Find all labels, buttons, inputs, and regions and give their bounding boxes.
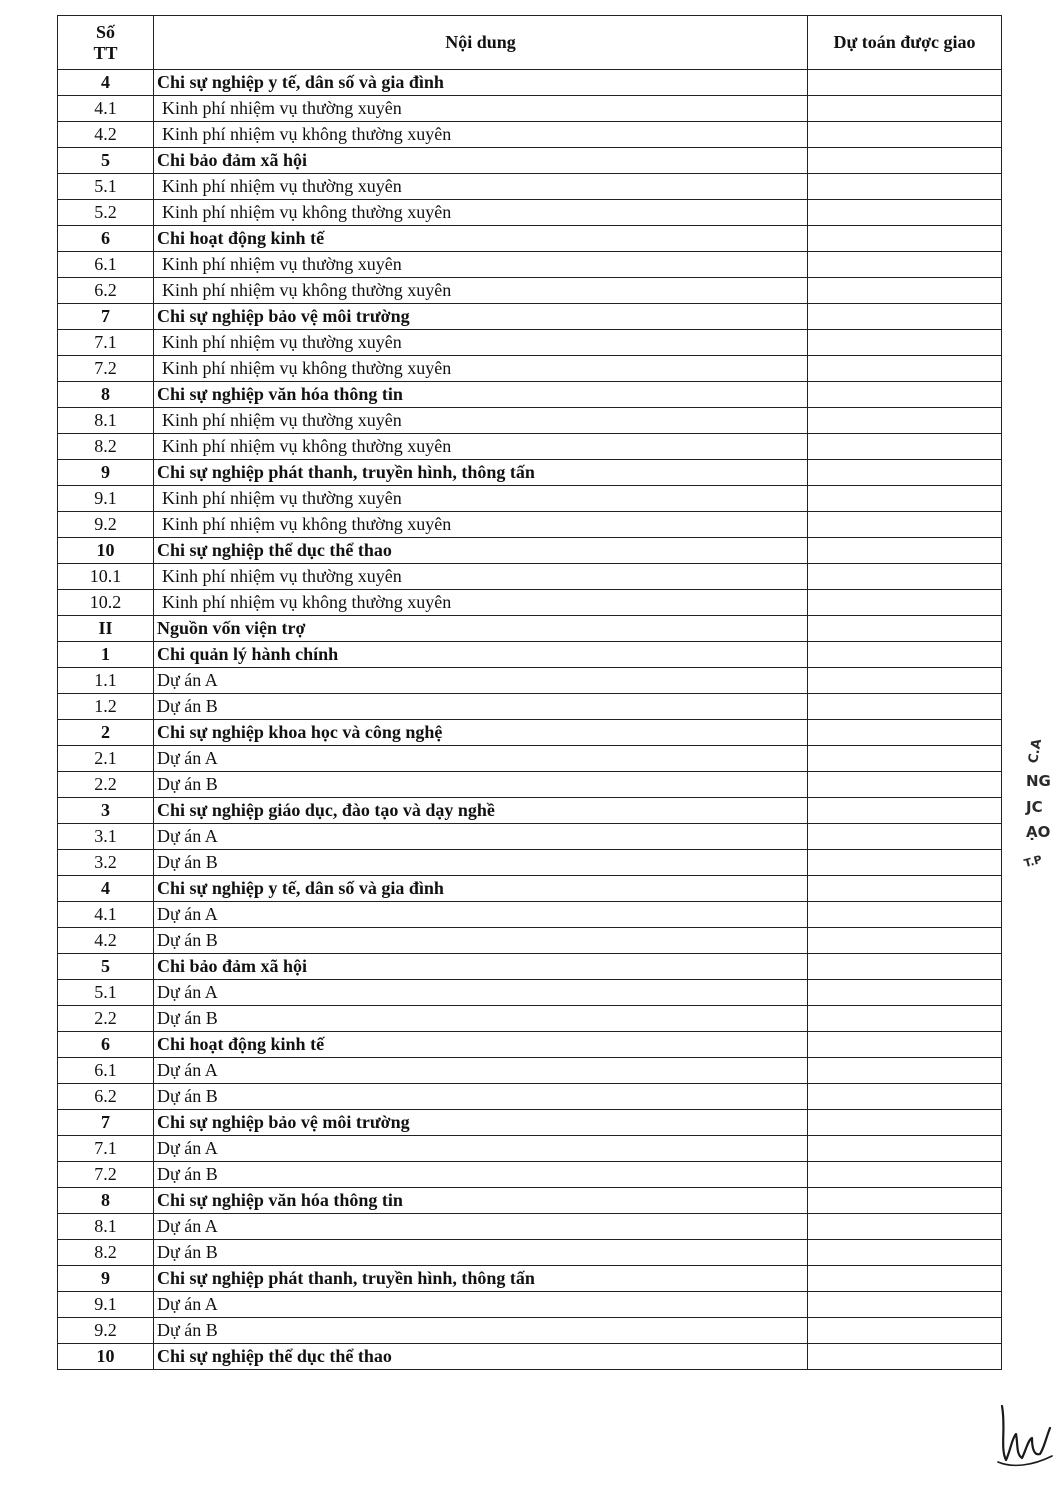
row-content: Dự án B bbox=[154, 1006, 808, 1032]
row-estimate-cell bbox=[808, 954, 1002, 980]
row-content: Dự án A bbox=[154, 824, 808, 850]
row-content: Kinh phí nhiệm vụ thường xuyên bbox=[154, 486, 808, 512]
row-estimate-cell bbox=[808, 538, 1002, 564]
table-row bbox=[58, 1318, 1002, 1344]
row-estimate-cell bbox=[808, 1214, 1002, 1240]
row-number: 9 bbox=[58, 1266, 154, 1292]
table-header-row bbox=[58, 16, 1002, 70]
row-estimate-cell bbox=[808, 1032, 1002, 1058]
row-estimate-cell bbox=[808, 564, 1002, 590]
row-number: 8.1 bbox=[58, 408, 154, 434]
row-estimate-cell bbox=[808, 1266, 1002, 1292]
row-estimate-cell bbox=[808, 434, 1002, 460]
row-number: 2.2 bbox=[58, 772, 154, 798]
row-estimate-cell bbox=[808, 486, 1002, 512]
table-row bbox=[58, 1110, 1002, 1136]
header-stt-label: Số TT bbox=[93, 21, 118, 63]
row-number: 7 bbox=[58, 304, 154, 330]
row-number: 2 bbox=[58, 720, 154, 746]
row-estimate-cell bbox=[808, 174, 1002, 200]
table-row bbox=[58, 122, 1002, 148]
row-content: Chi sự nghiệp y tế, dân số và gia đình bbox=[154, 70, 808, 96]
row-estimate-cell bbox=[808, 304, 1002, 330]
table-row bbox=[58, 148, 1002, 174]
row-number: 10 bbox=[58, 538, 154, 564]
row-number: 8.2 bbox=[58, 1240, 154, 1266]
row-content: Chi hoạt động kinh tế bbox=[154, 226, 808, 252]
row-number: 2.2 bbox=[58, 1006, 154, 1032]
table-row bbox=[58, 330, 1002, 356]
row-number: 3.2 bbox=[58, 850, 154, 876]
row-content: Chi hoạt động kinh tế bbox=[154, 1032, 808, 1058]
row-content: Kinh phí nhiệm vụ thường xuyên bbox=[154, 564, 808, 590]
signature-icon bbox=[992, 1398, 1056, 1470]
row-number: 4.2 bbox=[58, 928, 154, 954]
row-content: Kinh phí nhiệm vụ không thường xuyên bbox=[154, 590, 808, 616]
table-row bbox=[58, 590, 1002, 616]
table-row bbox=[58, 96, 1002, 122]
row-content: Chi sự nghiệp bảo vệ môi trường bbox=[154, 304, 808, 330]
table-row bbox=[58, 876, 1002, 902]
row-number: 10.1 bbox=[58, 564, 154, 590]
row-estimate-cell bbox=[808, 1136, 1002, 1162]
row-content: Dự án A bbox=[154, 902, 808, 928]
row-number: 6.1 bbox=[58, 1058, 154, 1084]
row-estimate-cell bbox=[808, 1318, 1002, 1344]
table-row bbox=[58, 1214, 1002, 1240]
row-estimate-cell bbox=[808, 1188, 1002, 1214]
table-row bbox=[58, 1006, 1002, 1032]
row-content: Kinh phí nhiệm vụ không thường xuyên bbox=[154, 512, 808, 538]
row-estimate-cell bbox=[808, 408, 1002, 434]
table-row bbox=[58, 486, 1002, 512]
row-number: 6 bbox=[58, 226, 154, 252]
row-content: Dự án A bbox=[154, 980, 808, 1006]
row-estimate-cell bbox=[808, 798, 1002, 824]
row-estimate-cell bbox=[808, 720, 1002, 746]
row-estimate-cell bbox=[808, 824, 1002, 850]
row-estimate-cell bbox=[808, 1110, 1002, 1136]
row-number: 5 bbox=[58, 148, 154, 174]
row-content: Kinh phí nhiệm vụ không thường xuyên bbox=[154, 434, 808, 460]
row-content: Kinh phí nhiệm vụ không thường xuyên bbox=[154, 356, 808, 382]
row-estimate-cell bbox=[808, 772, 1002, 798]
table-row bbox=[58, 434, 1002, 460]
row-estimate-cell bbox=[808, 1344, 1002, 1370]
row-content: Kinh phí nhiệm vụ thường xuyên bbox=[154, 174, 808, 200]
row-content: Chi sự nghiệp y tế, dân số và gia đình bbox=[154, 876, 808, 902]
table-row bbox=[58, 928, 1002, 954]
table-row bbox=[58, 1292, 1002, 1318]
table-row bbox=[58, 902, 1002, 928]
row-content: Dự án B bbox=[154, 850, 808, 876]
table-row bbox=[58, 642, 1002, 668]
row-content: Kinh phí nhiệm vụ không thường xuyên bbox=[154, 278, 808, 304]
row-number: II bbox=[58, 616, 154, 642]
row-estimate-cell bbox=[808, 694, 1002, 720]
table-row bbox=[58, 304, 1002, 330]
row-number: 6.1 bbox=[58, 252, 154, 278]
row-estimate-cell bbox=[808, 876, 1002, 902]
row-estimate-cell bbox=[808, 252, 1002, 278]
row-number: 9.1 bbox=[58, 486, 154, 512]
row-number: 8.1 bbox=[58, 1214, 154, 1240]
table-body bbox=[58, 70, 1002, 1370]
row-content: Chi sự nghiệp bảo vệ môi trường bbox=[154, 1110, 808, 1136]
row-content: Chi sự nghiệp thể dục thể thao bbox=[154, 538, 808, 564]
row-estimate-cell bbox=[808, 330, 1002, 356]
table-row bbox=[58, 70, 1002, 96]
row-number: 8 bbox=[58, 1188, 154, 1214]
row-estimate-cell bbox=[808, 148, 1002, 174]
header-content: Nội dung bbox=[154, 16, 808, 70]
row-number: 1.1 bbox=[58, 668, 154, 694]
stamp-line: JC bbox=[1026, 798, 1043, 816]
row-estimate-cell bbox=[808, 1058, 1002, 1084]
row-content: Chi sự nghiệp thể dục thể thao bbox=[154, 1344, 808, 1370]
table-row bbox=[58, 1188, 1002, 1214]
row-estimate-cell bbox=[808, 512, 1002, 538]
table-row bbox=[58, 1162, 1002, 1188]
table-row bbox=[58, 226, 1002, 252]
row-estimate-cell bbox=[808, 642, 1002, 668]
table-row bbox=[58, 824, 1002, 850]
table-row bbox=[58, 1240, 1002, 1266]
row-estimate-cell bbox=[808, 278, 1002, 304]
row-number: 9 bbox=[58, 460, 154, 486]
row-estimate-cell bbox=[808, 590, 1002, 616]
row-number: 7 bbox=[58, 1110, 154, 1136]
row-estimate-cell bbox=[808, 1162, 1002, 1188]
row-content: Chi sự nghiệp văn hóa thông tin bbox=[154, 1188, 808, 1214]
row-number: 6.2 bbox=[58, 1084, 154, 1110]
row-content: Chi bảo đảm xã hội bbox=[154, 954, 808, 980]
table-row bbox=[58, 798, 1002, 824]
table-row bbox=[58, 174, 1002, 200]
row-number: 7.1 bbox=[58, 330, 154, 356]
row-content: Dự án A bbox=[154, 668, 808, 694]
row-content: Dự án A bbox=[154, 1292, 808, 1318]
row-content: Dự án B bbox=[154, 694, 808, 720]
table-row bbox=[58, 408, 1002, 434]
table-row bbox=[58, 460, 1002, 486]
row-number: 5.2 bbox=[58, 200, 154, 226]
table-row bbox=[58, 1032, 1002, 1058]
row-content: Dự án B bbox=[154, 1084, 808, 1110]
table-row bbox=[58, 668, 1002, 694]
row-number: 2.1 bbox=[58, 746, 154, 772]
row-estimate-cell bbox=[808, 1084, 1002, 1110]
row-number: 9.2 bbox=[58, 512, 154, 538]
row-number: 4 bbox=[58, 876, 154, 902]
table-row bbox=[58, 1084, 1002, 1110]
row-content: Dự án A bbox=[154, 746, 808, 772]
row-content: Chi sự nghiệp khoa học và công nghệ bbox=[154, 720, 808, 746]
row-number: 7.2 bbox=[58, 1162, 154, 1188]
row-estimate-cell bbox=[808, 1240, 1002, 1266]
row-number: 1 bbox=[58, 642, 154, 668]
row-number: 7.2 bbox=[58, 356, 154, 382]
row-content: Chi sự nghiệp phát thanh, truyền hình, thông tấn bbox=[154, 460, 808, 486]
stamp-fragment bbox=[1022, 722, 1058, 892]
row-number: 8.2 bbox=[58, 434, 154, 460]
row-content: Chi sự nghiệp văn hóa thông tin bbox=[154, 382, 808, 408]
row-number: 9.2 bbox=[58, 1318, 154, 1344]
row-content: Chi sự nghiệp phát thanh, truyền hình, thông tấn bbox=[154, 1266, 808, 1292]
table-row bbox=[58, 200, 1002, 226]
row-number: 4 bbox=[58, 70, 154, 96]
row-estimate-cell bbox=[808, 460, 1002, 486]
row-content: Dự án A bbox=[154, 1058, 808, 1084]
row-estimate-cell bbox=[808, 200, 1002, 226]
row-number: 9.1 bbox=[58, 1292, 154, 1318]
row-content: Kinh phí nhiệm vụ thường xuyên bbox=[154, 252, 808, 278]
row-number: 4.1 bbox=[58, 96, 154, 122]
row-number: 10 bbox=[58, 1344, 154, 1370]
row-content: Dự án B bbox=[154, 1162, 808, 1188]
row-estimate-cell bbox=[808, 746, 1002, 772]
row-content: Dự án B bbox=[154, 928, 808, 954]
table-row bbox=[58, 356, 1002, 382]
header-stt bbox=[58, 16, 154, 70]
table-row bbox=[58, 954, 1002, 980]
row-content: Kinh phí nhiệm vụ thường xuyên bbox=[154, 96, 808, 122]
row-number: 5.1 bbox=[58, 174, 154, 200]
table-row bbox=[58, 1344, 1002, 1370]
stamp-line: ẠO bbox=[1026, 823, 1051, 841]
table-row bbox=[58, 564, 1002, 590]
table-row bbox=[58, 538, 1002, 564]
row-number: 4.2 bbox=[58, 122, 154, 148]
row-content: Chi quản lý hành chính bbox=[154, 642, 808, 668]
row-content: Kinh phí nhiệm vụ không thường xuyên bbox=[154, 122, 808, 148]
table-row bbox=[58, 252, 1002, 278]
stamp-line: NG bbox=[1026, 772, 1051, 790]
row-estimate-cell bbox=[808, 928, 1002, 954]
row-estimate-cell bbox=[808, 616, 1002, 642]
row-estimate-cell bbox=[808, 226, 1002, 252]
row-estimate-cell bbox=[808, 70, 1002, 96]
row-content: Dự án A bbox=[154, 1136, 808, 1162]
row-content: Dự án B bbox=[154, 772, 808, 798]
row-number: 3 bbox=[58, 798, 154, 824]
table-row bbox=[58, 850, 1002, 876]
table-row bbox=[58, 382, 1002, 408]
table-row bbox=[58, 616, 1002, 642]
row-number: 8 bbox=[58, 382, 154, 408]
table-row bbox=[58, 720, 1002, 746]
table-row bbox=[58, 1266, 1002, 1292]
row-estimate-cell bbox=[808, 382, 1002, 408]
row-content: Dự án B bbox=[154, 1318, 808, 1344]
stamp-bottom-mark: T.P bbox=[1022, 852, 1044, 871]
row-number: 3.1 bbox=[58, 824, 154, 850]
row-number: 1.2 bbox=[58, 694, 154, 720]
row-content: Chi bảo đảm xã hội bbox=[154, 148, 808, 174]
table-row bbox=[58, 1136, 1002, 1162]
row-content: Dự án B bbox=[154, 1240, 808, 1266]
row-number: 10.2 bbox=[58, 590, 154, 616]
table-row bbox=[58, 746, 1002, 772]
row-estimate-cell bbox=[808, 668, 1002, 694]
table-row bbox=[58, 694, 1002, 720]
row-estimate-cell bbox=[808, 122, 1002, 148]
table-row bbox=[58, 772, 1002, 798]
header-estimate: Dự toán được giao bbox=[808, 16, 1002, 70]
row-number: 6 bbox=[58, 1032, 154, 1058]
row-content: Chi sự nghiệp giáo dục, đào tạo và dạy nghề bbox=[154, 798, 808, 824]
row-number: 4.1 bbox=[58, 902, 154, 928]
row-number: 5.1 bbox=[58, 980, 154, 1006]
row-content: Dự án A bbox=[154, 1214, 808, 1240]
table-row bbox=[58, 278, 1002, 304]
row-content: Kinh phí nhiệm vụ thường xuyên bbox=[154, 330, 808, 356]
budget-table bbox=[57, 15, 1002, 1370]
row-estimate-cell bbox=[808, 850, 1002, 876]
row-content: Nguồn vốn viện trợ bbox=[154, 616, 808, 642]
table-row bbox=[58, 980, 1002, 1006]
row-estimate-cell bbox=[808, 96, 1002, 122]
row-estimate-cell bbox=[808, 1006, 1002, 1032]
table-row bbox=[58, 1058, 1002, 1084]
stamp-top-mark: C.A bbox=[1026, 737, 1046, 765]
row-estimate-cell bbox=[808, 356, 1002, 382]
row-estimate-cell bbox=[808, 902, 1002, 928]
row-number: 6.2 bbox=[58, 278, 154, 304]
row-estimate-cell bbox=[808, 1292, 1002, 1318]
row-number: 7.1 bbox=[58, 1136, 154, 1162]
table-row bbox=[58, 512, 1002, 538]
row-content: Kinh phí nhiệm vụ thường xuyên bbox=[154, 408, 808, 434]
row-estimate-cell bbox=[808, 980, 1002, 1006]
row-number: 5 bbox=[58, 954, 154, 980]
row-content: Kinh phí nhiệm vụ không thường xuyên bbox=[154, 200, 808, 226]
